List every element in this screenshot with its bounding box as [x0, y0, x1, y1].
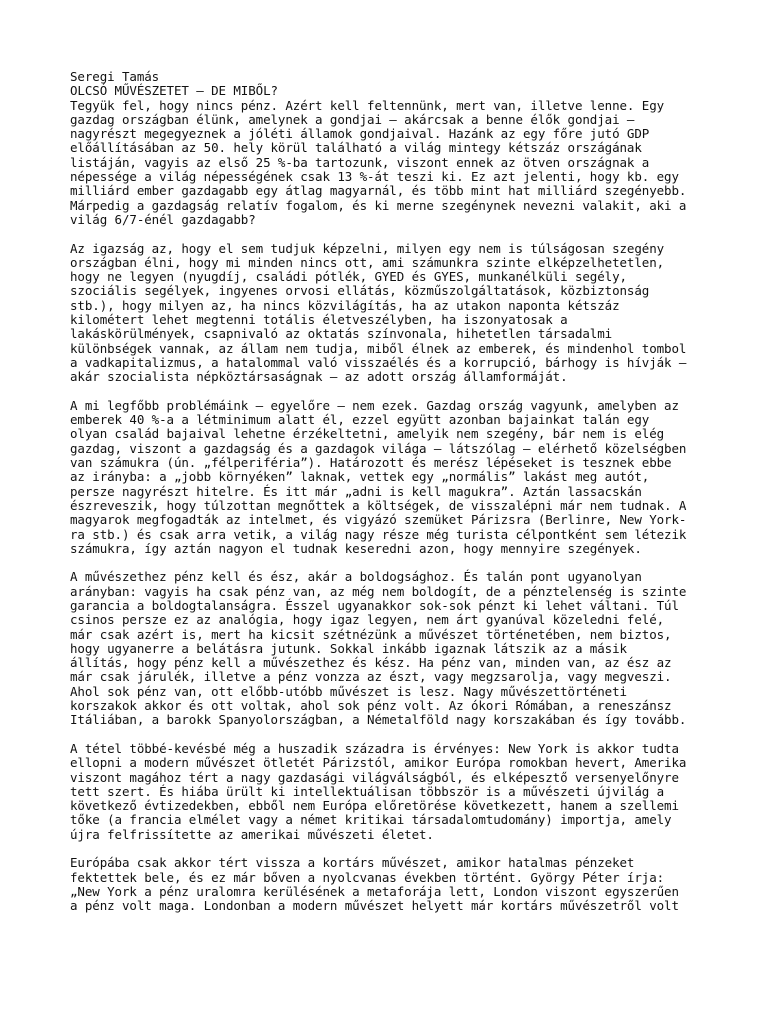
text-line: magyarok megfogadták az intelmet, és vigyázó szemüket Párizsra (Berlinre, New York- [70, 512, 687, 528]
text-line: világ 6/7-énél gazdagabb? [70, 211, 256, 227]
text-line: a pénz volt maga. Londonban a modern művészet helyett már kortárs művészetről volt [70, 898, 679, 914]
text-line: A tétel többé-kevésbé még a huszadik századra is érvényes: New York is akkor tudta [70, 740, 679, 756]
text-line: Ahol sok pénz van, ott előbb-utóbb művészet is lesz. Nagy művészettörténeti [70, 683, 627, 699]
text-line: ellopni a modern művészet ötletét Párizstól, amikor Európa romokban hevert, Amerika [70, 755, 687, 771]
text-line: az irányba: a „jobb környéken” laknak, vettek egy „normális” lakást meg autót, [70, 469, 650, 485]
text-line: emberek 40 %-a a létminimum alatt él, ezzel együtt azonban bajainkat talán egy [70, 412, 650, 428]
text-line: a vadkapitalizmus, a hatalommal való visszaélés és a korrupció, bárhogy is hívják – [70, 354, 687, 370]
text-line: viszont magához tért a nagy gazdasági világválságból, és elképesztő versenyelőnyre [70, 769, 679, 785]
text-line: Márpedig a gazdagság relatív fogalom, és ki merne szegénynek nevezni valakit, aki a [70, 197, 687, 213]
text-line: tőke (a francia elmélet vagy a német kritikai társadalomtudomány) importja, amely [70, 812, 672, 828]
text-line: különbségek vannak, az állam nem tudja, miből élnek az emberek, és mindenhol tombol [70, 340, 687, 356]
text-line: népessége a világ népességének csak 13 %-át teszi ki. Ez azt jelenti, hogy kb. egy [70, 169, 679, 185]
text-line: milliárd ember gazdagabb egy átlag magyarnál, és több mint hat milliárd szegényebb. [70, 183, 687, 199]
text-line: fektettek bele, és ez már bőven a nyolcvanas években történt. György Péter írja: [70, 869, 665, 885]
text-line: kilométert lehet megtenni totális életveszélyben, ha iszonyatosak a [70, 312, 568, 328]
article-title: OLCSÓ MŰVÉSZETET – DE MIBŐL? [70, 83, 278, 99]
text-line: már csak azért is, mert ha kicsit szétnézünk a művészet történetében, nem biztos, [70, 626, 672, 642]
text-line: hogy ne legyen (nyugdíj, családi pótlék, GYED és GYES, munkanélküli segély, [70, 269, 627, 285]
text-line: lakáskörülmények, csapnivaló az oktatás színvonala, hihetetlen társadalmi [70, 326, 613, 342]
text-line: „New York a pénz uralomra kerülésének a metaforája lett, London viszont egyszerűen [70, 883, 679, 899]
text-line: ra stb.) és csak arra vetik, a világ nagy része még turista célpontként sem létezik [70, 526, 687, 542]
text-line: következő évtizedekben, ebből nem Európa előretörése következett, hanem a szellemi [70, 798, 679, 814]
document-page [70, 70, 710, 928]
text-line: csinos persze ez az analógia, hogy igaz legyen, nem árt gyanúval közeledni felé, [70, 612, 665, 628]
text-line: Európába csak akkor tért vissza a kortárs művészet, amikor hatalmas pénzeket [70, 855, 635, 871]
text-line: persze nagyrészt hitelre. És itt már „adni is kell magukra”. Aztán lassacskán [70, 483, 642, 499]
text-line: Tegyük fel, hogy nincs pénz. Azért kell feltennünk, mert van, illetve lenne. Egy [70, 97, 665, 113]
text-line: Itáliában, a barokk Spanyolországban, a Németalföld nagy korszakában és így tovább. [70, 712, 687, 728]
text-line: garancia a boldogtalanságra. Ésszel ugyanakkor sok-sok pénzt ki lehet váltani. Túl [70, 597, 679, 613]
paragraph [70, 856, 710, 913]
text-line: országban élni, hogy mi minden nincs ott, ami számunkra szinte elképzelhetetlen, [70, 254, 665, 270]
text-line: olyan család bajaival lehetne érzékeltetni, amelyik nem szegény, bár nem is elég [70, 426, 665, 442]
text-line: hogy ugyanerre a belátásra jutunk. Sokkal inkább igaznak látszik az a másik [70, 640, 627, 656]
paragraph [70, 742, 710, 842]
paragraph [70, 399, 710, 556]
text-line: van számukra (ún. „félperiféria”). Határozott és merész lépéseket is tesznek ebbe [70, 455, 672, 471]
paragraph [70, 242, 710, 385]
text-line: listáján, vagyis az első 25 %-ba tartozunk, viszont ennek az ötven országnak a [70, 154, 650, 170]
text-line: korszakok akkor és ott voltak, ahol sok pénz volt. Az ókori Rómában, a reneszánsz [70, 698, 672, 714]
text-line: stb.), hogy milyen az, ha nincs közvilágítás, ha az utakon naponta kétszáz [70, 297, 620, 313]
text-line: nagyrészt megegyeznek a jóléti államok gondjaival. Hazánk az egy főre jutó GDP [70, 126, 650, 142]
text-line: állítás, hogy pénz kell a művészethez és kész. Ha pénz van, minden van, az ész az [70, 655, 672, 671]
text-line: A művészethez pénz kell és ész, akár a boldogsághoz. És talán pont ugyanolyan [70, 569, 642, 585]
paragraph [70, 99, 710, 228]
text-line: újra felfrissítette az amerikai művészeti életet. [70, 826, 434, 842]
text-line: gazdag, viszont a gazdagság és a gazdagok világa – látszólag – elérhető közelségben [70, 440, 687, 456]
text-line: szociális segélyek, ingyenes orvosi ellátás, közműszolgáltatások, közbiztonság [70, 283, 650, 299]
paragraph [70, 570, 710, 727]
text-line: észreveszik, hogy túlzottan megnőttek a költségek, de visszalépni már nem tudnak. A [70, 497, 687, 513]
text-line: tett szert. És hiába ürült ki intellektuálisan többször is a művészeti újvilág a [70, 783, 665, 799]
text-line: számukra, így aztán nagyon el tudnak keseredni azon, hogy mennyire szegények. [70, 540, 642, 556]
text-line: arányban: vagyis ha csak pénz van, az még nem boldogít, de a pénztelenség is szinte [70, 583, 687, 599]
text-line: akár szocialista népköztársaságnak – az adott ország államformáját. [70, 369, 568, 385]
text-line: gazdag országban élünk, amelynek a gondjai – akárcsak a benne élők gondjai – [70, 111, 635, 127]
article-body [70, 99, 710, 914]
author-name: Seregi Tamás [70, 69, 160, 84]
text-line: Az igazság az, hogy el sem tudjuk képzelni, milyen egy nem is túlságosan szegény [70, 240, 665, 256]
text-line: A mi legfőbb problémáink – egyelőre – nem ezek. Gazdag ország vagyunk, amelyben az [70, 397, 679, 413]
text-line: már csak járulék, illetve a pénz vonzza az észt, vagy megzsarolja, vagy megveszi. [70, 669, 672, 685]
text-line: előállításában az 50. hely körül található a világ mintegy kétszáz országának [70, 140, 642, 156]
